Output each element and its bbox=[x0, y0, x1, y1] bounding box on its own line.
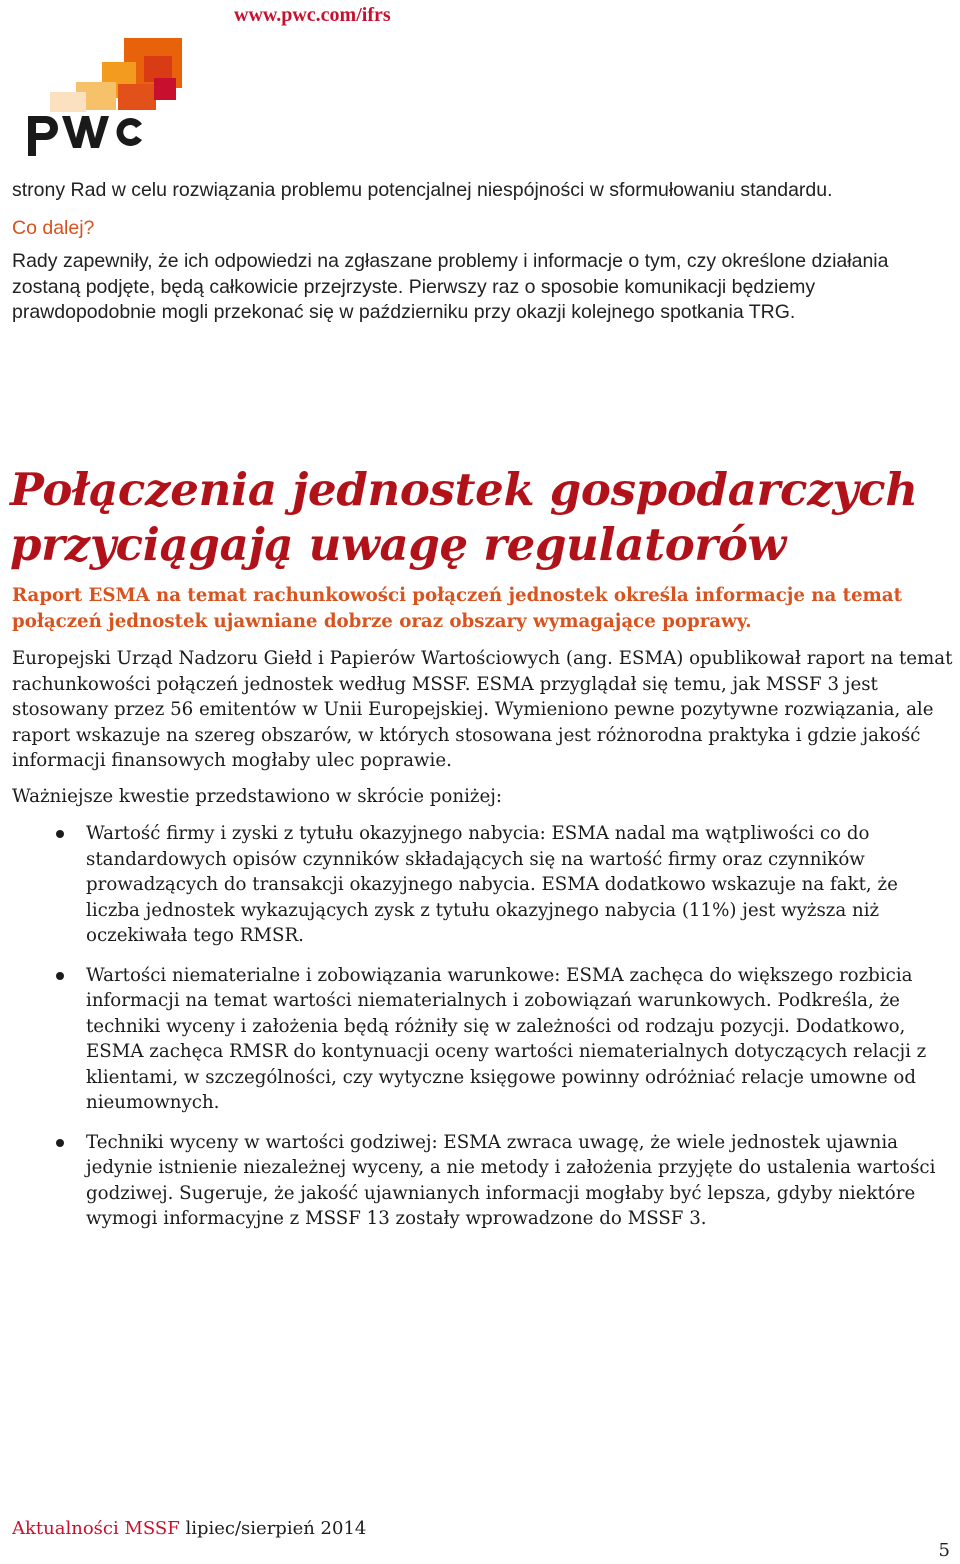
bullet-icon bbox=[56, 1139, 64, 1147]
list-item-text: Wartość firmy i zyski z tytułu okazyjnego nabycia: ESMA nadal ma wątpliwości co do standardowych opisów czynników składających się na wartość firmy oraz czynników prowadzących do transakcji okazyjnego nabycia. ESMA dodatkowo wskazuje na fakt, że liczba jednostek wykazujących zysk z tytułu okazyjnego nabycia (11%) jest wyższa niż oczekiwała tego RMSR. bbox=[86, 823, 898, 946]
paragraph-continued: strony Rad w celu rozwiązania problemu potencjalnej niespójności w sformułowaniu standardu. bbox=[12, 179, 833, 201]
footer-date: lipiec/sierpień 2014 bbox=[185, 1518, 367, 1539]
article-body bbox=[12, 646, 957, 1246]
page-number: 5 bbox=[938, 1540, 950, 1561]
article-paragraph: Europejski Urząd Nadzoru Giełd i Papierów Wartościowych (ang. ESMA) opublikował raport na temat rachunkowości połączeń jednostek według MSSF. ESMA przyglądał się temu, jak MSSF 3 jest stosowany przez 56 emitentów w Unii Europejskiej. Wymieniono pewne pozytywne rozwiązania, ale raport wskazuje na szereg obszarów, w których stosowana jest różnorodna praktyka i gdzie jakość informacji finansowych mogłaby ulec poprawie. bbox=[12, 648, 953, 771]
list-item-text: Wartości niematerialne i zobowiązania warunkowe: ESMA zachęca do większego rozbicia informacji na temat wartości niematerialnych i zobowiązań warunkowych. Podkreśla, że techniki wyceny i założenia będą różniły się w zależności od rodzaju pozycji. Dodatkowo, ESMA zachęca RMSR do kontynuacji oceny wartości niematerialnych dotyczących relacji z klientami, w szczególności, czy wytyczne księgowe powinny odróżniać relacje umowne od nieumownych. bbox=[86, 964, 927, 1113]
list-item bbox=[12, 821, 957, 949]
page-footer bbox=[12, 1518, 366, 1539]
header-url: www.pwc.com/ifrs bbox=[234, 4, 391, 26]
footer-publication: Aktualności MSSF bbox=[12, 1518, 180, 1539]
bullets-intro: Ważniejsze kwestie przedstawiono w skrócie poniżej: bbox=[12, 785, 503, 807]
list-item-text: Techniki wyceny w wartości godziwej: ESMA zwraca uwagę, że wiele jednostek ujawnia jedynie istnienie niezależnej wyceny, a nie metody i założenia przyjęte do ustalenia wartości godziwej. Sugeruje, że jakość ujawnianych informacji mogłaby być lepsza, gdyby niektóre wymogi informacyjne z MSSF 13 zostały wprowadzone do MSSF 3. bbox=[86, 1131, 936, 1229]
intro-section bbox=[12, 178, 942, 326]
list-item bbox=[12, 963, 957, 1116]
pwc-logo bbox=[26, 34, 186, 160]
article-headline: Połączenia jednostek gospodarczych przyciągają uwagę regulatorów bbox=[10, 463, 918, 571]
bullet-icon bbox=[56, 830, 64, 838]
paragraph-boards: Rady zapewniły, że ich odpowiedzi na zgłaszane problemy i informacje o tym, czy określone działania zostaną podjęte, będą całkowicie przejrzyste. Pierwszy raz o sposobie komunikacji będziemy prawdopodobnie mogli przekonać się w październiku przy okazji kolejnego spotkania TRG. bbox=[12, 250, 889, 323]
pwc-logo-graphic bbox=[26, 34, 186, 160]
list-item bbox=[12, 1130, 957, 1232]
article-lead: Raport ESMA na temat rachunkowości połączeń jednostek określa informacje na temat połączeń jednostek ujawniane dobrze oraz obszary wymagające poprawy. bbox=[12, 585, 902, 632]
bullet-icon bbox=[56, 972, 64, 980]
what-next-subheading: Co dalej? bbox=[12, 216, 95, 239]
key-issues-list bbox=[12, 821, 957, 1232]
